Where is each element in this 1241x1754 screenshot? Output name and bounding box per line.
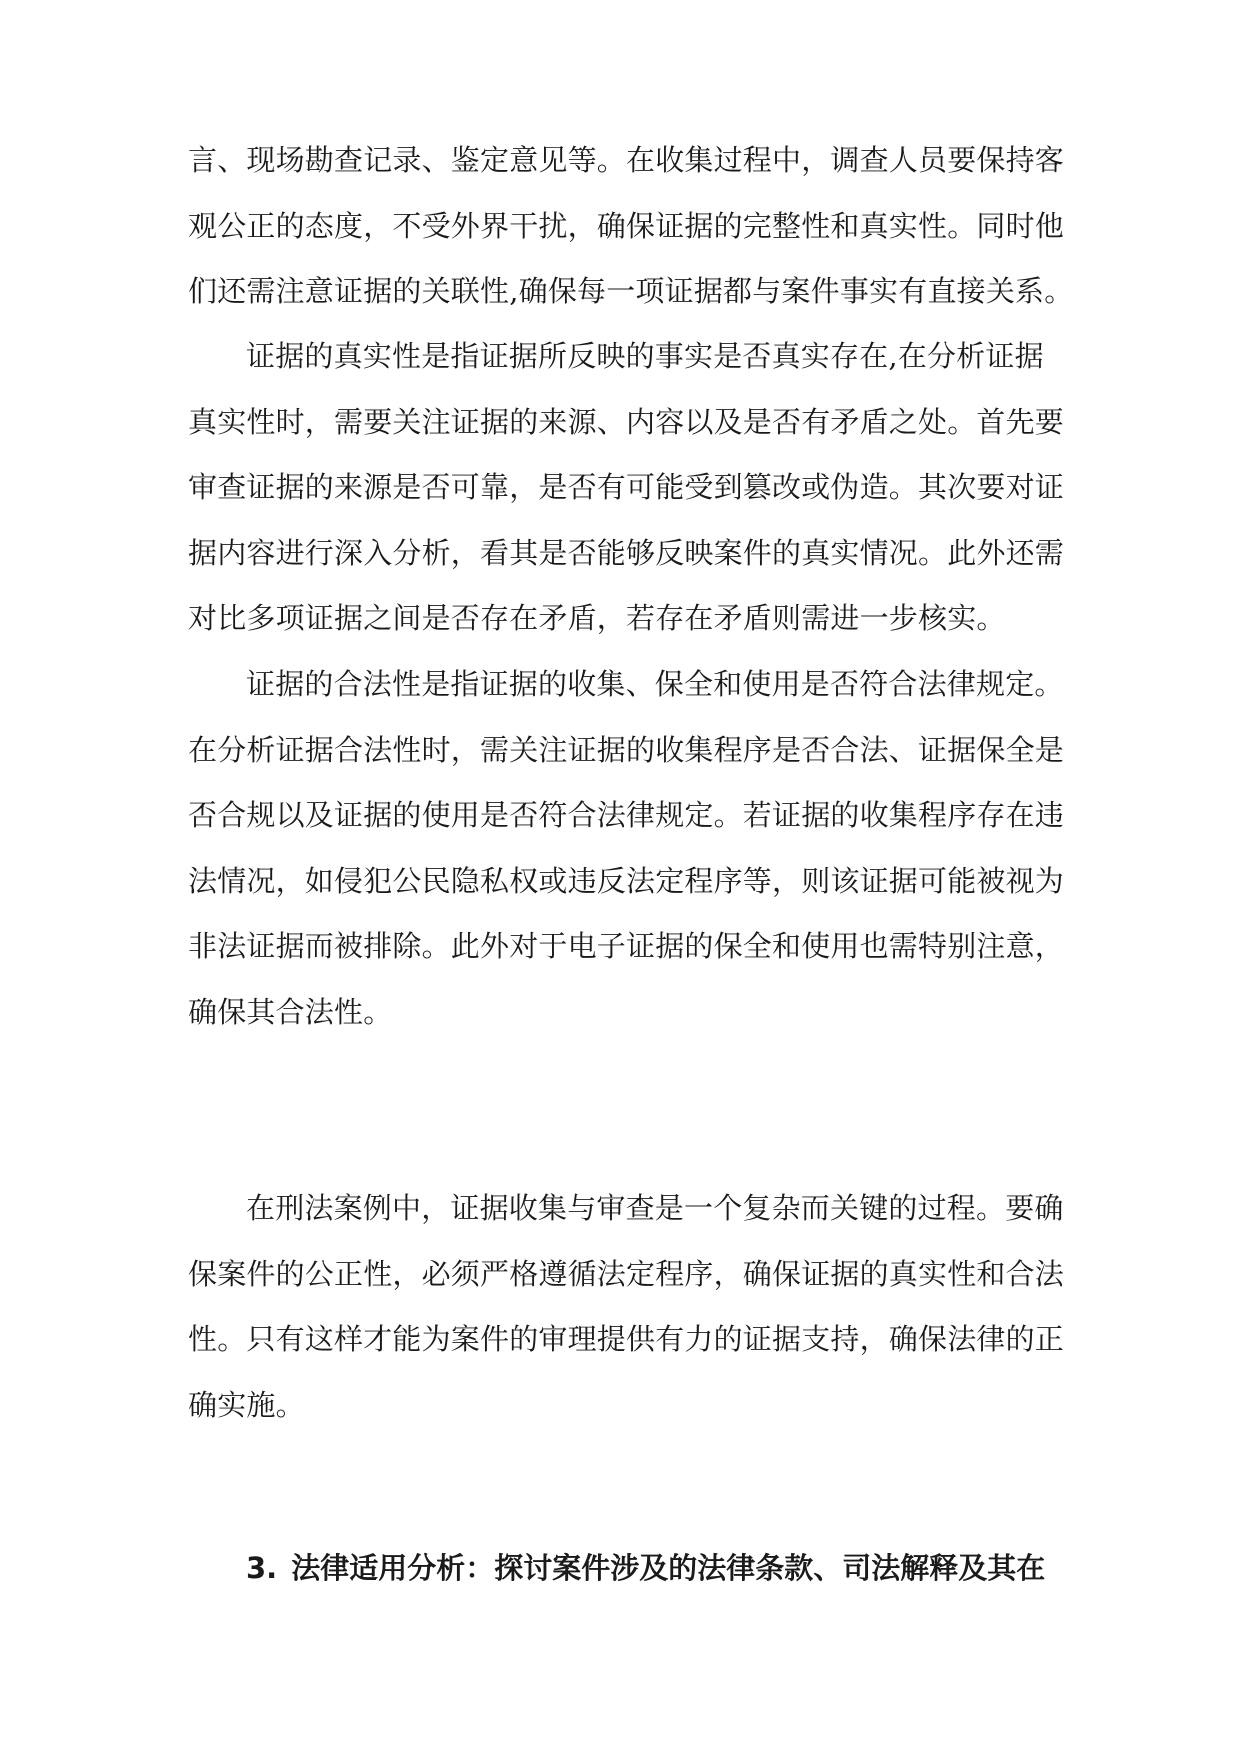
paragraph-line: 言、现场勘查记录、鉴定意见等。在收集过程中，调查人员要保持客 — [188, 143, 1065, 177]
paragraph-1 — [188, 128, 1074, 325]
paragraph-line: 证据的合法性是指证据的收集、保全和使用是否符合法律规定。 — [246, 667, 1064, 701]
section-title: 法律适用分析：探讨案件涉及的法律条款、司法解释及其在 — [291, 1551, 1046, 1585]
paragraph-line: 们还需注意证据的关联性,确保每一项证据都与案件事实有直接关系。 — [188, 274, 1074, 308]
paragraph-line: 据内容进行深入分析，看其是否能够反映案件的真实情况。此外还需 — [188, 535, 1065, 570]
paragraph-line: 法情况，如侵犯公民隐私权或违反法定程序等，则该证据可能被视为 — [188, 863, 1065, 898]
paragraph-line: 确实施。 — [188, 1387, 305, 1422]
paragraph-line: 对比多项证据之间是否存在矛盾，若存在矛盾则需进一步核实。 — [188, 601, 1006, 635]
paragraph-line: 保案件的公正性，必须严格遵循法定程序，确保证据的真实性和合法 — [188, 1256, 1065, 1291]
paragraph-line: 观公正的态度，不受外界干扰，确保证据的完整性和真实性。同时他 — [188, 208, 1065, 243]
paragraph-line: 性。只有这样才能为案件的审理提供有力的证据支持，确保法律的正 — [188, 1322, 1065, 1356]
paragraph-line: 否合规以及证据的使用是否符合法律规定。若证据的收集程序存在违 — [188, 798, 1065, 832]
paragraph-4 — [188, 1176, 1068, 1438]
paragraph-line: 在分析证据合法性时，需关注证据的收集程序是否合法、证据保全是 — [188, 732, 1065, 767]
paragraph-2 — [188, 324, 1068, 652]
paragraph-line: 确保其合法性。 — [188, 994, 393, 1029]
section-heading — [246, 1538, 1045, 1598]
paragraph-line: 真实性时，需要关注证据的来源、内容以及是否有矛盾之处。首先要 — [188, 404, 1065, 439]
section-number: 3. — [246, 1551, 278, 1585]
paragraph-line: 非法证据而被排除。此外对于电子证据的保全和使用也需特别注意， — [188, 929, 1065, 963]
paragraph-3 — [188, 652, 1068, 1045]
paragraph-line: 证据的真实性是指证据所反映的事实是否真实存在,在分析证据 — [246, 339, 1044, 373]
paragraph-line: 审查证据的来源是否可靠，是否有可能受到篡改或伪造。其次要对证 — [188, 470, 1065, 504]
paragraph-line: 在刑法案例中，证据收集与审查是一个复杂而关键的过程。要确 — [246, 1191, 1064, 1225]
